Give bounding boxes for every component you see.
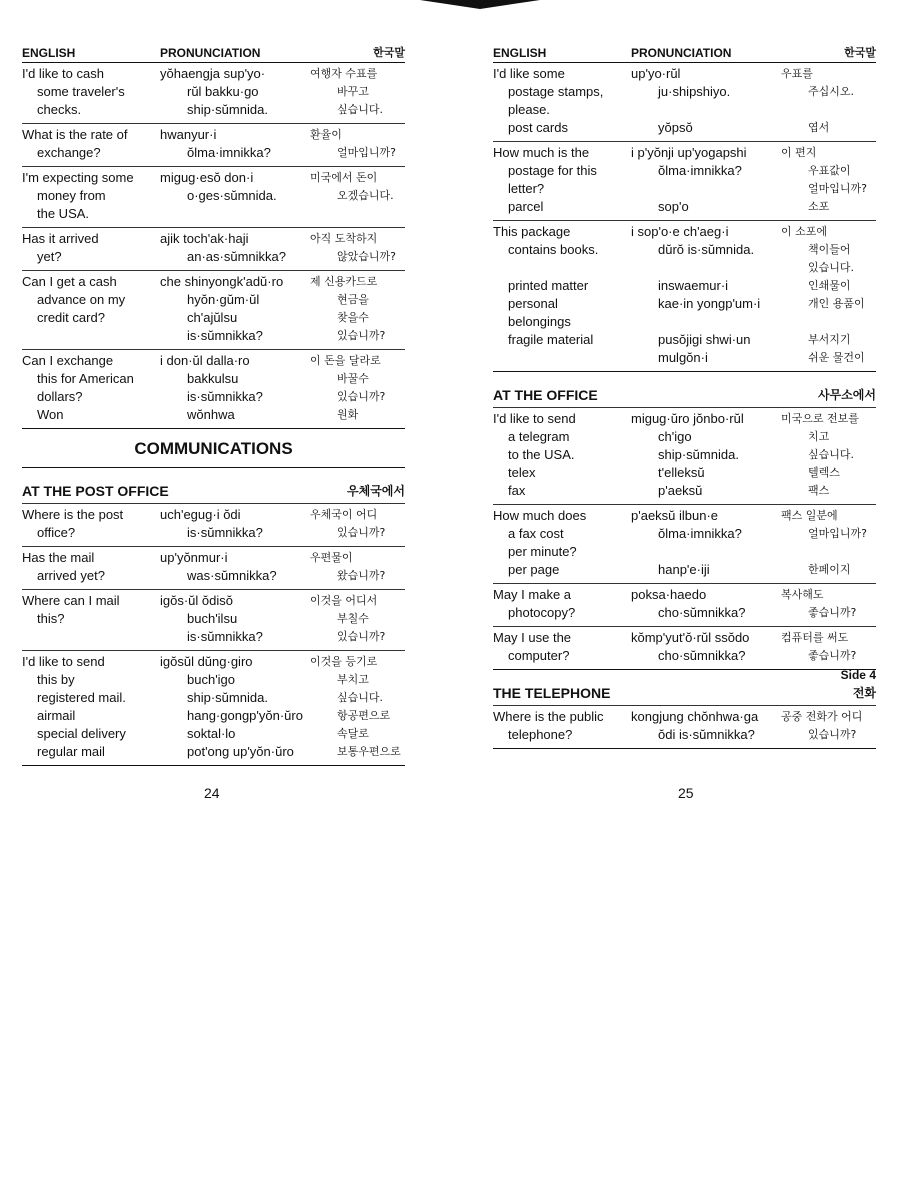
korean-text: 좋습니까? <box>808 606 857 619</box>
phrase-row <box>22 653 405 671</box>
header-english: ENGLISH <box>22 46 76 60</box>
pronunciation-text <box>646 313 808 331</box>
phrase-entry <box>22 651 405 766</box>
phrase-row <box>493 708 876 726</box>
pronunciation-text <box>646 101 808 119</box>
pronunciation-text: cho·sŭmnikka? <box>658 648 746 663</box>
phrase-row <box>493 277 876 295</box>
phrase-row <box>22 327 405 345</box>
korean-text <box>337 205 405 223</box>
pronunciation-text: t'elleksŭ <box>658 465 705 480</box>
pronunciation-text: ŏdi is·sŭmnikka? <box>658 727 755 742</box>
korean-text: 아직 도착하지 <box>310 232 378 245</box>
pronunciation-text: soktal·lo <box>187 726 236 741</box>
phrase-row <box>22 610 405 628</box>
phrase-row <box>22 725 405 743</box>
phrase-row <box>493 144 876 162</box>
phrase-row <box>493 507 876 525</box>
english-text: special delivery <box>37 726 126 741</box>
phrase-row <box>22 291 405 309</box>
korean-text: 보통우편으로 <box>337 745 401 758</box>
english-text: This package <box>493 224 571 239</box>
pronunciation-text: is·sŭmnikka? <box>187 629 263 644</box>
korean-text: 싶습니다. <box>808 448 855 461</box>
english-text: postage stamps, <box>508 84 604 99</box>
phrase-row <box>493 604 876 622</box>
phrase-row <box>493 561 876 579</box>
english-text: a fax cost <box>508 526 564 541</box>
phrase-row <box>22 352 405 370</box>
phrase-list <box>493 408 876 670</box>
phrase-row <box>493 410 876 428</box>
pronunciation-text: wŏnhwa <box>187 407 235 422</box>
table-header <box>493 42 876 63</box>
phrase-row <box>493 119 876 137</box>
english-text: dollars? <box>37 389 83 404</box>
english-text: registered mail. <box>37 690 126 705</box>
korean-text <box>808 313 876 331</box>
phrase-row <box>22 144 405 162</box>
english-text: please. <box>508 102 550 117</box>
english-text: fragile material <box>508 332 594 347</box>
english-text: I'd like to send <box>493 411 576 426</box>
korean-text: 있습니까? <box>337 630 386 643</box>
english-text: Where can I mail <box>22 593 120 608</box>
english-text: postage for this <box>508 163 597 178</box>
korean-text: 미국에서 돈이 <box>310 171 378 184</box>
phrase-row <box>22 370 405 388</box>
phrase-row <box>493 259 876 277</box>
korean-text: 환율이 <box>310 128 342 141</box>
header-korean: 한국말 <box>844 46 876 59</box>
english-text: belongings <box>508 314 571 329</box>
phrase-row <box>493 629 876 647</box>
pronunciation-text: up'yŏnmur·i <box>160 550 228 565</box>
phrase-row <box>22 230 405 248</box>
phrase-row <box>493 482 876 500</box>
pronunciation-text <box>175 205 337 223</box>
korean-text: 우편물이 <box>310 551 353 564</box>
phrase-entry <box>22 350 405 429</box>
english-text: fax <box>508 483 526 498</box>
phrase-row <box>493 101 876 119</box>
page-number: 24 <box>204 785 220 801</box>
phrase-row <box>493 65 876 83</box>
korean-text: 찾을수 <box>337 311 369 324</box>
pronunciation-text: igŏsŭl dŭng·giro <box>160 654 253 669</box>
section-telephone: THE TELEPHONE 전화 Side 4 <box>493 670 876 706</box>
phrase-row <box>493 241 876 259</box>
english-text: How much does <box>493 508 587 523</box>
pronunciation-text: che shinyongk'adŭ·ro <box>160 274 284 289</box>
korean-text: 제 신용카드로 <box>310 275 378 288</box>
english-text: contains books. <box>508 242 599 257</box>
english-text: some traveler's <box>37 84 125 99</box>
phrase-row <box>493 726 876 744</box>
top-scan-mark <box>420 0 540 10</box>
pronunciation-text: ch'igo <box>658 429 692 444</box>
pronunciation-text: p'aeksŭ <box>658 483 703 498</box>
korean-text: 좋습니까? <box>808 649 857 662</box>
pronunciation-text: ship·sŭmnida. <box>187 102 268 117</box>
pronunciation-text: i p'yŏnji up'yogapshi <box>631 145 747 160</box>
phrase-list <box>22 504 405 766</box>
pronunciation-text: ju·shipshiyo. <box>658 84 731 99</box>
korean-text: 부치고 <box>337 673 369 686</box>
phrase-row <box>493 198 876 216</box>
english-text: personal <box>508 296 558 311</box>
pronunciation-text: pusŏjigi shwi·un <box>658 332 751 347</box>
phrase-entry <box>22 63 405 124</box>
section-post-office: AT THE POST OFFICE 우체국에서 <box>22 468 405 504</box>
english-text: this by <box>37 672 75 687</box>
phrase-row <box>493 525 876 543</box>
phrase-row <box>493 180 876 198</box>
phrase-list <box>22 63 405 429</box>
english-text: this? <box>37 611 65 626</box>
phrase-row <box>22 506 405 524</box>
korean-text: 부칠수 <box>337 612 369 625</box>
korean-text: 얼마입니까? <box>337 146 396 159</box>
phrase-entry <box>493 505 876 584</box>
phrase-row <box>493 349 876 367</box>
phrase-row <box>22 406 405 424</box>
pronunciation-text: is·sŭmnikka? <box>187 328 263 343</box>
english-text: arrived yet? <box>37 568 105 583</box>
english-text: to the USA. <box>508 447 575 462</box>
phrase-row <box>493 647 876 665</box>
phrase-entry <box>493 142 876 221</box>
pronunciation-text: is·sŭmnikka? <box>187 389 263 404</box>
phrase-entry <box>493 221 876 372</box>
pronunciation-text <box>646 259 808 277</box>
english-text: exchange? <box>37 145 101 160</box>
phrase-entry <box>22 271 405 350</box>
header-english: ENGLISH <box>493 46 547 60</box>
pronunciation-text: kongjung chŏnhwa·ga <box>631 709 759 724</box>
english-text: I'd like to send <box>22 654 105 669</box>
korean-text: 원화 <box>337 408 359 421</box>
english-text: Has it arrived <box>22 231 99 246</box>
korean-text: 현금을 <box>337 293 369 306</box>
korean-text: 바꿀수 <box>337 372 369 385</box>
pronunciation-text: yŏhaengja sup'yo· <box>160 66 266 81</box>
korean-text: 한페이지 <box>808 563 851 576</box>
section-office: AT THE OFFICE 사무소에서 <box>493 372 876 408</box>
pronunciation-text: was·sŭmnikka? <box>187 568 277 583</box>
korean-text: 이 소포에 <box>781 225 828 238</box>
right-page <box>493 38 876 749</box>
phrase-row <box>22 549 405 567</box>
phrase-row <box>22 273 405 291</box>
phrase-entry <box>22 228 405 271</box>
english-text: printed matter <box>508 278 589 293</box>
korean-text <box>808 101 876 119</box>
korean-text: 얼마입니까? <box>808 182 867 195</box>
korean-text: 엽서 <box>808 121 830 134</box>
phrase-row <box>22 592 405 610</box>
phrase-list <box>493 706 876 749</box>
pronunciation-text: hang·gongp'yŏn·ŭro <box>187 708 303 723</box>
phrase-row <box>493 162 876 180</box>
english-text: post cards <box>508 120 568 135</box>
phrase-row <box>22 388 405 406</box>
pronunciation-text: an·as·sŭmnikka? <box>187 249 286 264</box>
english-text <box>493 349 646 367</box>
english-text <box>493 259 646 277</box>
korean-text: 치고 <box>808 430 830 443</box>
phrase-row <box>493 446 876 464</box>
phrase-entry <box>493 408 876 505</box>
phrase-entry <box>493 584 876 627</box>
english-text: telex <box>508 465 536 480</box>
pronunciation-text: kae·in yongp'um·i <box>658 296 761 311</box>
korean-text: 왔습니까? <box>337 569 386 582</box>
english-text: money from <box>37 188 106 203</box>
korean-text: 오겠습니다. <box>337 189 394 202</box>
english-text: parcel <box>508 199 544 214</box>
phrase-row <box>22 567 405 585</box>
pronunciation-text: yŏpsŏ <box>658 120 693 135</box>
pronunciation-text: sop'o <box>658 199 689 214</box>
korean-text: 텔렉스 <box>808 466 840 479</box>
pronunciation-text: up'yo·rŭl <box>631 66 681 81</box>
pronunciation-text: ship·sŭmnida. <box>658 447 739 462</box>
phrase-row <box>22 671 405 689</box>
phrase-row <box>493 428 876 446</box>
pronunciation-text: p'aeksŭ ilbun·e <box>631 508 719 523</box>
phrase-row <box>22 628 405 646</box>
english-text: the USA. <box>37 206 90 221</box>
english-text: letter? <box>508 181 545 196</box>
phrase-row <box>22 743 405 761</box>
english-text: credit card? <box>37 310 105 325</box>
pronunciation-text: migug·ŭro jŏnbo·rŭl <box>631 411 744 426</box>
english-text: May I make a <box>493 587 572 602</box>
english-text: What is the rate of <box>22 127 128 142</box>
english-text: this for American <box>37 371 134 386</box>
english-text: airmail <box>37 708 76 723</box>
pronunciation-text: i sop'o·e ch'aeg·i <box>631 224 729 239</box>
english-text: Has the mail <box>22 550 95 565</box>
page-number: 25 <box>678 785 694 801</box>
english-text: Where is the post <box>22 507 124 522</box>
korean-text: 항공편으로 <box>337 709 391 722</box>
pronunciation-text: ŏlma·imnikka? <box>658 163 742 178</box>
english-text: Can I exchange <box>22 353 114 368</box>
korean-text: 부서지기 <box>808 333 851 346</box>
phrase-row <box>493 223 876 241</box>
english-text: per page <box>508 562 560 577</box>
phrase-row <box>493 543 876 561</box>
phrase-row <box>493 331 876 349</box>
english-text: computer? <box>508 648 570 663</box>
korean-text: 바꾸고 <box>337 85 369 98</box>
phrase-row <box>22 101 405 119</box>
pronunciation-text: o·ges·sŭmnida. <box>187 188 277 203</box>
pronunciation-text: ŏlma·imnikka? <box>187 145 271 160</box>
section-title-communications: COMMUNICATIONS <box>22 429 405 468</box>
pronunciation-text: dŭrŏ is·sŭmnida. <box>658 242 755 257</box>
pronunciation-text: ship·sŭmnida. <box>187 690 268 705</box>
english-text <box>22 327 175 345</box>
korean-text: 우표값이 <box>808 164 851 177</box>
pronunciation-text: buch'ilsu <box>187 611 238 626</box>
phrase-row <box>22 126 405 144</box>
pronunciation-text: is·sŭmnikka? <box>187 525 263 540</box>
pronunciation-text: inswaemur·i <box>658 278 729 293</box>
pronunciation-text: bakkulsu <box>187 371 239 386</box>
phrase-entry <box>22 124 405 167</box>
phrase-row <box>22 83 405 101</box>
pronunciation-text: i don·ŭl dalla·ro <box>160 353 250 368</box>
english-text: Can I get a cash <box>22 274 117 289</box>
phrase-row <box>22 169 405 187</box>
pronunciation-text: hyŏn·gŭm·ŭl <box>187 292 260 307</box>
phrase-entry <box>493 627 876 670</box>
korean-text: 우표를 <box>781 67 813 80</box>
header-pronunciation: PRONUNCIATION <box>160 46 261 60</box>
pronunciation-text: buch'igo <box>187 672 236 687</box>
english-text: May I use the <box>493 630 572 645</box>
english-text: I'm expecting some <box>22 170 134 185</box>
pronunciation-text <box>646 180 808 198</box>
header-korean: 한국말 <box>373 46 405 59</box>
english-text: regular mail <box>37 744 105 759</box>
english-text <box>22 628 175 646</box>
korean-text: 컴퓨터를 써도 <box>781 631 849 644</box>
korean-text: 싶습니다. <box>337 103 384 116</box>
pronunciation-text: pot'ong up'yŏn·ŭro <box>187 744 294 759</box>
korean-text: 쉬운 물건이 <box>808 351 865 364</box>
pronunciation-text: poksa·haedo <box>631 587 707 602</box>
korean-text: 인쇄물이 <box>808 279 851 292</box>
pronunciation-text: hanp'e·iji <box>658 562 710 577</box>
korean-text: 얼마입니까? <box>808 527 867 540</box>
korean-text: 있습니까? <box>337 526 386 539</box>
pronunciation-text: ŏlma·imnikka? <box>658 526 742 541</box>
english-text: telephone? <box>508 727 573 742</box>
korean-text: 있습니까? <box>337 329 386 342</box>
phrase-row <box>493 464 876 482</box>
phrase-row <box>493 586 876 604</box>
phrase-row <box>22 524 405 542</box>
phrase-row <box>22 689 405 707</box>
phrase-list <box>493 63 876 372</box>
pronunciation-text: rŭl bakku·go <box>187 84 259 99</box>
phrase-entry <box>22 504 405 547</box>
phrase-entry <box>22 547 405 590</box>
korean-text <box>808 543 876 561</box>
korean-text: 않았습니까? <box>337 250 396 263</box>
english-text: per minute? <box>508 544 577 559</box>
korean-text: 소포 <box>808 200 830 213</box>
phrase-row <box>22 707 405 725</box>
english-text: Where is the public <box>493 709 604 724</box>
phrase-row <box>22 205 405 223</box>
korean-text: 이것을 등기로 <box>310 655 378 668</box>
pronunciation-text: kŏmp'yut'ŏ·rŭl ssŏdo <box>631 630 750 645</box>
pronunciation-text: igŏs·ŭl ŏdisŏ <box>160 593 233 608</box>
english-text: a telegram <box>508 429 570 444</box>
left-page <box>22 38 405 766</box>
korean-text: 공중 전화가 어디 <box>781 710 863 723</box>
pronunciation-text: uch'egug·i ŏdi <box>160 507 241 522</box>
phrase-entry <box>22 167 405 228</box>
side-label: Side 4 <box>840 668 876 682</box>
korean-text: 싶습니다. <box>337 691 384 704</box>
phrase-row <box>493 83 876 101</box>
english-text: I'd like to cash <box>22 66 104 81</box>
english-text: office? <box>37 525 76 540</box>
pronunciation-text: ch'ajŭlsu <box>187 310 238 325</box>
english-text: I'd like some <box>493 66 565 81</box>
korean-text: 개인 용품이 <box>808 297 865 310</box>
phrase-row <box>22 309 405 327</box>
pronunciation-text: ajik toch'ak·haji <box>160 231 249 246</box>
korean-text: 있습니까? <box>337 390 386 403</box>
pronunciation-text: cho·sŭmnikka? <box>658 605 746 620</box>
korean-text: 이 돈을 달라로 <box>310 354 381 367</box>
phrase-row <box>22 187 405 205</box>
korean-text: 팩스 <box>808 484 830 497</box>
pronunciation-text: hwanyur·i <box>160 127 217 142</box>
korean-text: 복사해도 <box>781 588 824 601</box>
korean-text: 미국으로 전보를 <box>781 412 859 425</box>
korean-text: 이 편지 <box>781 146 817 159</box>
pronunciation-text <box>646 543 808 561</box>
phrase-row <box>493 295 876 313</box>
korean-text: 있습니다. <box>808 261 855 274</box>
phrase-entry <box>493 63 876 142</box>
english-text: How much is the <box>493 145 590 160</box>
english-text: checks. <box>37 102 82 117</box>
english-text: Won <box>37 407 64 422</box>
korean-text: 여행자 수표를 <box>310 67 378 80</box>
korean-text: 팩스 일분에 <box>781 509 838 522</box>
korean-text: 속달로 <box>337 727 369 740</box>
korean-text: 있습니까? <box>808 728 857 741</box>
pronunciation-text: mulgŏn·i <box>658 350 708 365</box>
korean-text: 주십시오. <box>808 85 855 98</box>
phrase-entry <box>493 706 876 749</box>
english-text: advance on my <box>37 292 126 307</box>
table-header <box>22 42 405 63</box>
korean-text: 우체국이 어디 <box>310 508 378 521</box>
korean-text: 책이들어 <box>808 243 851 256</box>
korean-text: 이것을 어디서 <box>310 594 378 607</box>
header-pronunciation: PRONUNCIATION <box>631 46 732 60</box>
phrase-row <box>493 313 876 331</box>
english-text: photocopy? <box>508 605 576 620</box>
phrase-row <box>22 65 405 83</box>
pronunciation-text: migug·esŏ don·i <box>160 170 254 185</box>
phrase-entry <box>22 590 405 651</box>
english-text: yet? <box>37 249 62 264</box>
phrase-row <box>22 248 405 266</box>
